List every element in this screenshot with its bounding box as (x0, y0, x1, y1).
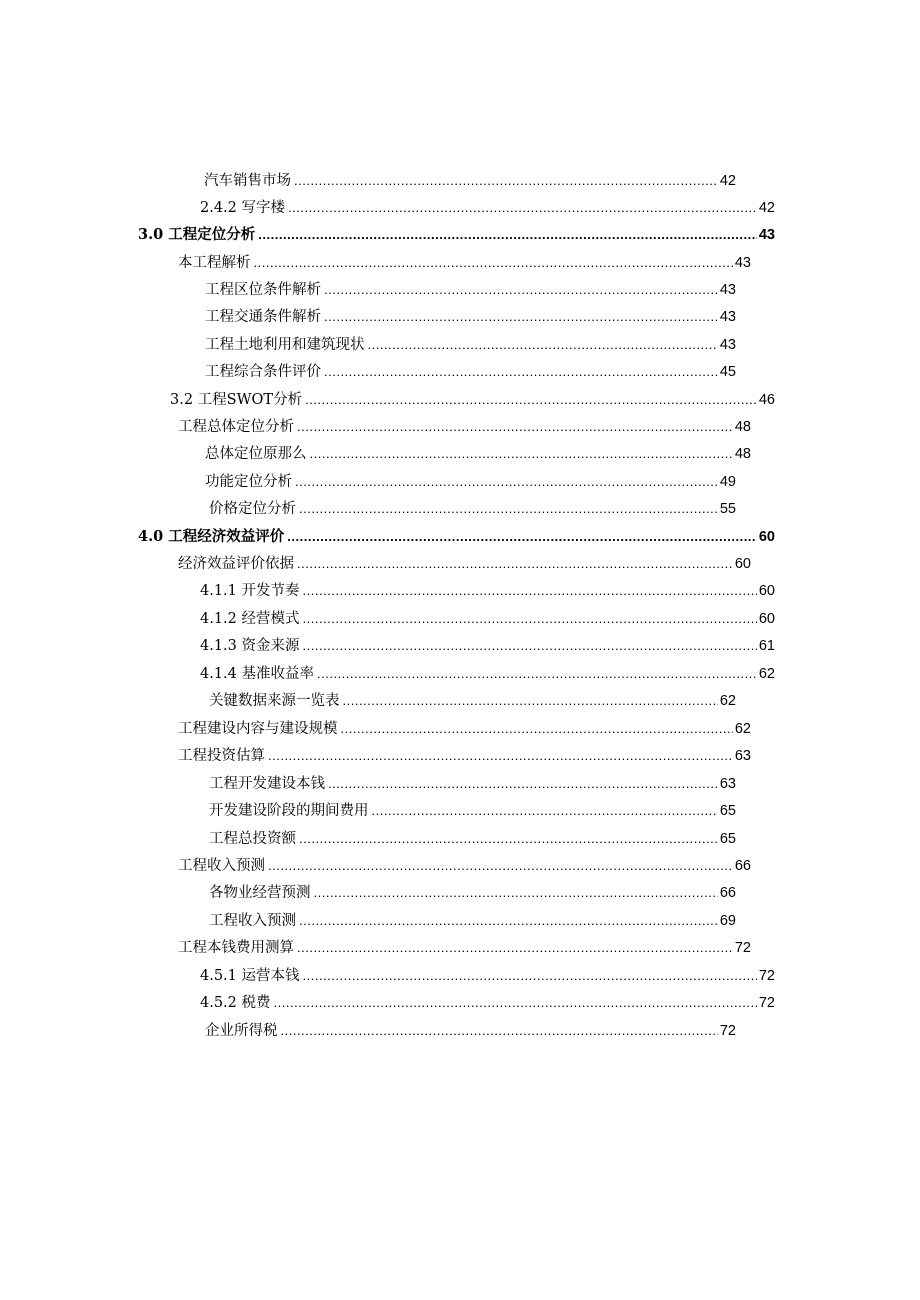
toc-leader-dots (310, 445, 733, 463)
toc-entry-page: 60 (758, 583, 775, 599)
toc-entry-page: 43 (719, 309, 736, 325)
toc-entry-title: 工程本钱费用测算 (178, 940, 294, 956)
toc-entry[interactable] (205, 1020, 736, 1040)
toc-leader-dots (324, 281, 718, 299)
toc-entry-title: 4.1.3 资金来源 (200, 638, 300, 654)
toc-entry-page: 48 (734, 419, 751, 435)
toc-entry-page: 46 (758, 392, 775, 408)
toc-entry-page: 60 (758, 529, 775, 545)
toc-entry-page: 43 (719, 337, 736, 353)
toc-entry-page: 63 (719, 776, 736, 792)
toc-entry[interactable] (209, 910, 736, 930)
toc-entry-title: 汽车销售市场 (204, 173, 291, 189)
toc-entry-page: 69 (719, 913, 736, 929)
toc-entry-page: 66 (719, 885, 736, 901)
toc-entry-title: 工程区位条件解析 (205, 282, 321, 298)
toc-entry[interactable] (200, 992, 775, 1012)
toc-entry[interactable] (178, 252, 751, 272)
toc-entry[interactable] (209, 882, 736, 902)
toc-leader-dots (297, 555, 733, 573)
toc-leader-dots (368, 336, 718, 354)
toc-entry[interactable] (138, 224, 775, 244)
toc-entry[interactable] (178, 745, 751, 765)
toc-entry-title: 工程交通条件解析 (205, 309, 321, 325)
toc-leader-dots (324, 363, 718, 381)
toc-entry-page: 43 (719, 282, 736, 298)
toc-entry[interactable] (209, 800, 736, 820)
toc-entry-page: 62 (734, 721, 751, 737)
toc-entry[interactable] (178, 416, 751, 436)
toc-entry[interactable] (200, 197, 775, 217)
toc-entry[interactable] (178, 937, 751, 957)
toc-leader-dots (287, 528, 757, 546)
toc-entry-title: 4.5.2 税费 (200, 995, 271, 1011)
toc-entry[interactable] (178, 718, 751, 738)
toc-entry-title: 3.0 工程定位分析 (138, 226, 256, 243)
toc-leader-dots (281, 1022, 718, 1040)
toc-entry-page: 43 (734, 255, 751, 271)
toc-entry-page: 45 (719, 364, 736, 380)
toc-entry-title: 4.1.4 基准收益率 (200, 666, 315, 682)
toc-entry[interactable] (200, 580, 775, 600)
toc-entry-title: 各物业经营预测 (209, 885, 311, 901)
toc-entry-page: 60 (758, 611, 775, 627)
toc-entry[interactable] (205, 279, 736, 299)
toc-entry[interactable] (209, 828, 736, 848)
toc-entry[interactable] (178, 553, 751, 573)
toc-entry-title: 经济效益评价依据 (178, 556, 294, 572)
toc-entry[interactable] (205, 471, 736, 491)
toc-entry-page: 42 (719, 173, 736, 189)
toc-entry[interactable] (205, 306, 736, 326)
toc-entry-title: 2.4.2 写字楼 (200, 200, 286, 216)
toc-leader-dots (288, 199, 757, 217)
toc-entry[interactable] (178, 855, 751, 875)
toc-entry-title: 工程综合条件评价 (205, 364, 321, 380)
toc-entry-title: 4.0 工程经济效益评价 (138, 528, 285, 545)
toc-entry-title: 本工程解析 (178, 255, 251, 271)
toc-leader-dots (299, 912, 718, 930)
toc-entry[interactable] (204, 170, 736, 190)
toc-leader-dots (303, 967, 757, 985)
toc-entry[interactable] (170, 389, 775, 409)
toc-leader-dots (341, 720, 733, 738)
toc-entry-title: 4.1.1 开发节奏 (200, 583, 300, 599)
toc-leader-dots (324, 308, 718, 326)
toc-entry-title: 企业所得税 (205, 1023, 278, 1039)
toc-leader-dots (343, 692, 718, 710)
toc-entry-page: 61 (758, 638, 775, 654)
toc-entry[interactable] (205, 361, 736, 381)
toc-entry-title: 关键数据来源一览表 (209, 693, 340, 709)
toc-entry-title: 工程收入预测 (209, 913, 296, 929)
toc-leader-dots (317, 665, 757, 683)
toc-entry-title: 4.5.1 运营本钱 (200, 968, 300, 984)
toc-entry-title: 工程投资估算 (178, 748, 265, 764)
toc-leader-dots (303, 582, 757, 600)
toc-entry-page: 72 (758, 968, 775, 984)
toc-entry-page: 72 (719, 1023, 736, 1039)
toc-leader-dots (314, 884, 718, 902)
toc-entry-page: 65 (719, 803, 736, 819)
toc-leader-dots (299, 830, 718, 848)
toc-entry-title: 工程总投资额 (209, 831, 296, 847)
toc-entry[interactable] (209, 498, 736, 518)
toc-leader-dots (299, 500, 718, 518)
toc-entry-page: 63 (734, 748, 751, 764)
toc-entry-page: 65 (719, 831, 736, 847)
toc-leader-dots (268, 747, 733, 765)
toc-entry-page: 62 (719, 693, 736, 709)
toc-entry-page: 62 (758, 666, 775, 682)
toc-leader-dots (305, 391, 757, 409)
toc-entry-page: 43 (758, 227, 775, 243)
toc-leader-dots (274, 994, 757, 1012)
toc-entry-title: 工程开发建设本钱 (209, 776, 325, 792)
toc-entry-page: 66 (734, 858, 751, 874)
toc-leader-dots (254, 254, 733, 272)
toc-entry-title: 工程建设内容与建设规模 (178, 721, 338, 737)
toc-entry-title: 工程总体定位分析 (178, 419, 294, 435)
toc-entry-title: 总体定位原那么 (205, 446, 307, 462)
toc-entry-title: 工程收入预测 (178, 858, 265, 874)
toc-entry-title: 3.2 工程SWOT分析 (170, 392, 303, 408)
toc-entry-page: 72 (758, 995, 775, 1011)
toc-entry[interactable] (209, 773, 736, 793)
toc-entry-title: 开发建设阶段的期间费用 (209, 803, 369, 819)
toc-leader-dots (328, 775, 718, 793)
toc-entry-page: 48 (734, 446, 751, 462)
toc-leader-dots (303, 637, 757, 655)
toc-entry-title: 价格定位分析 (209, 501, 296, 517)
toc-leader-dots (268, 857, 733, 875)
toc-leader-dots (295, 473, 718, 491)
toc-entry[interactable] (205, 443, 751, 463)
toc-leader-dots (297, 418, 733, 436)
toc-entry-title: 工程土地利用和建筑现状 (205, 337, 365, 353)
toc-leader-dots (297, 939, 733, 957)
toc-entry-title: 4.1.2 经营模式 (200, 611, 300, 627)
toc-leader-dots (372, 802, 718, 820)
toc-leader-dots (303, 610, 757, 628)
toc-entry-page: 49 (719, 474, 736, 490)
toc-entry[interactable] (200, 663, 775, 683)
toc-entry[interactable] (209, 690, 736, 710)
toc-entry-title: 功能定位分析 (205, 474, 292, 490)
toc-leader-dots (258, 226, 757, 244)
toc-leader-dots (294, 172, 718, 190)
toc-entry[interactable] (200, 635, 775, 655)
toc-entry[interactable] (200, 965, 775, 985)
toc-entry-page: 42 (758, 200, 775, 216)
toc-entry-page: 55 (719, 501, 736, 517)
toc-entry-page: 60 (734, 556, 751, 572)
toc-entry[interactable] (205, 334, 736, 354)
toc-entry-page: 72 (734, 940, 751, 956)
toc-entry[interactable] (200, 608, 775, 628)
toc-entry[interactable] (138, 526, 775, 546)
